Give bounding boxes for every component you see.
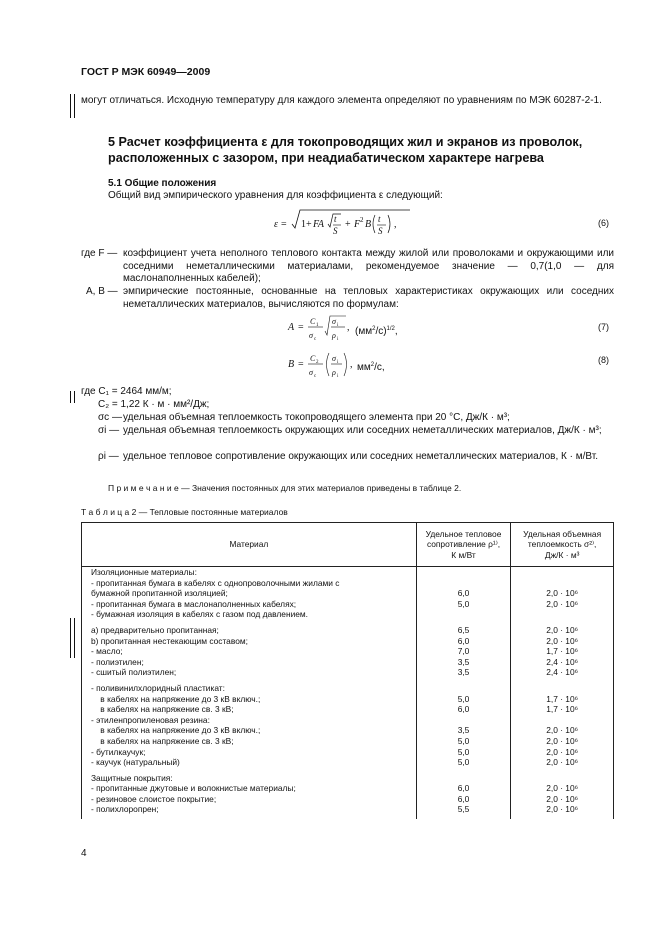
header-rho-line2: сопротивление ρ¹⁾, [426,539,501,550]
rho-cell [416,683,511,694]
rho-cell: 5,5 [416,804,511,815]
svg-text:ρ: ρ [332,368,336,377]
header-rho-line3: К м/Вт [451,549,476,560]
header-sigma-line3: Дж/К · м³ [544,549,580,560]
sigma-cell: 2,0 · 10⁶ [511,588,614,599]
table-row [82,747,614,758]
material-cell: - этиленпропиленовая резина: [82,715,417,726]
def-ri-text: удельное тепловое сопротивление окружающих или соседних неметаллических материалов, К · м/Вт. [123,451,598,462]
svg-text:i: i [337,337,339,342]
sigma-cell [511,567,614,578]
svg-text:2: 2 [360,216,364,224]
table-row [82,578,614,589]
table-row [82,715,614,726]
svg-text:2: 2 [316,360,319,365]
svg-text:C: C [310,354,316,363]
where-f-text [123,248,614,286]
equation-6-number: (6) [598,218,609,228]
svg-text:=: = [298,322,304,333]
rho-cell: 5,0 [416,599,511,610]
header-rho [416,523,511,567]
material-cell: в кабелях на напряжение до 3 кВ включ.; [82,725,417,736]
def-c1: где C₁ = 2464 мм/м; [81,386,172,397]
rho-cell: 3,5 [416,657,511,668]
rho-cell: 7,0 [416,646,511,657]
def-si-text: удельная объемная теплоемкость окружающих или соседних неметаллических материалов, Дж/К · м³; [123,425,602,436]
material-cell: - масло; [82,646,417,657]
sigma-cell: 1,7 · 10⁶ [511,646,614,657]
table-row [82,704,614,715]
sigma-cell: 2,0 · 10⁶ [511,636,614,647]
change-bar [70,618,71,658]
material-cell: - резиновое слоистое покрытие; [82,794,417,805]
svg-text:S: S [333,226,338,236]
svg-text:ε: ε [274,219,278,230]
rho-cell: 6,0 [416,783,511,794]
change-bar [74,94,75,118]
def-c2: C₂ = 1,22 К · м · мм²/Дж; [98,399,210,410]
svg-text:1: 1 [316,323,319,328]
sigma-cell: 2,4 · 10⁶ [511,657,614,668]
sigma-cell: 2,0 · 10⁶ [511,599,614,610]
svg-text:=: = [298,359,304,370]
where-ab-label: A, B — [86,286,118,297]
material-cell: b) пропитанная нестекающим составом; [82,636,417,647]
table-row [82,609,614,620]
svg-text:i: i [337,360,339,365]
table-bottom-spacer [82,815,614,819]
table-row [82,625,614,636]
material-cell: в кабелях на напряжение св. 3 кВ; [82,736,417,747]
rho-cell [416,578,511,589]
table-row [82,757,614,768]
material-cell: - сшитый полиэтилен; [82,667,417,678]
section-title: 5 Расчет коэффициента ε для токопроводящих жил и экранов из проволок, расположенных с зазором, при неадиабатическом характере нагрева [108,135,583,165]
table-caption: Т а б л и ц а 2 — Тепловые постоянные материалов [81,507,288,517]
thermal-constants-table [81,522,614,819]
where-f-label: где F — [81,248,118,259]
table-row [82,773,614,784]
intro-paragraph: могут отличаться. Исходную температуру для каждого элемента определяют по уравнениям по МЭК 60287-2-1. [81,95,602,106]
svg-text:σ: σ [332,317,336,326]
unit-a: $(мм^2/с)^{1/2}$, [355,326,398,337]
sigma-cell [511,773,614,784]
table-row [82,667,614,678]
sigma-cell: 1,7 · 10⁶ [511,704,614,715]
material-cell: Защитные покрытия: [82,773,417,784]
svg-text:i: i [337,323,339,328]
material-cell: - пропитанная бумага в кабелях с однопроволочными жилами с [82,578,417,589]
material-cell: - пропитанная бумага в маслонаполненных кабелях; [82,599,417,610]
material-cell: в кабелях на напряжение св. 3 кВ; [82,704,417,715]
equation-6-formula [270,206,420,240]
page-number: 4 [81,848,87,859]
material-cell: - полиэтилен; [82,657,417,668]
svg-text:ρ: ρ [332,331,336,340]
svg-text:i: i [337,374,339,379]
rho-cell: 5,0 [416,757,511,768]
material-cell: - бумажная изоляция в кабелях с газом под давлением. [82,609,417,620]
table-row [82,646,614,657]
table-row [82,567,614,578]
svg-text:t: t [334,214,337,224]
table-row [82,794,614,805]
change-bar [70,94,71,118]
svg-text:F: F [354,219,361,230]
svg-text:t: t [378,214,381,224]
rho-cell: 3,5 [416,667,511,678]
material-cell: - каучук (натуральный) [82,757,417,768]
table-row [82,804,614,815]
sigma-cell: 2,0 · 10⁶ [511,625,614,636]
rho-cell: 5,0 [416,747,511,758]
sigma-cell: 2,0 · 10⁶ [511,794,614,805]
def-sc-text: удельная объемная теплоемкость токопроводящего элемента при 20 °С, Дж/К · м³; [123,412,510,423]
sigma-cell: 2,0 · 10⁶ [511,736,614,747]
sigma-cell: 2,0 · 10⁶ [511,747,614,758]
def-si-label: σi — [98,425,120,436]
rho-cell [416,567,511,578]
material-cell: в кабелях на напряжение до 3 кВ включ.; [82,694,417,705]
material-cell: - полихлоропрен; [82,804,417,815]
sigma-cell: 2,4 · 10⁶ [511,667,614,678]
sigma-cell: 2,0 · 10⁶ [511,804,614,815]
table-row [82,736,614,747]
rho-cell: 6,0 [416,636,511,647]
table-row [82,783,614,794]
equation-8-number: (8) [598,355,609,365]
change-bar [74,391,75,403]
where-ab-text: эмпирические постоянные, основанные на тепловых характеристиках окружающих или соседних неметаллических материалов, вычисляются по формулам: [123,286,614,310]
svg-text:,: , [347,322,350,333]
svg-text:FA: FA [313,219,324,230]
svg-text:A: A [288,322,295,333]
table-row [82,588,614,599]
rho-cell [416,715,511,726]
svg-text:C: C [310,317,316,326]
svg-text:S: S [378,226,383,236]
note: П р и м е ч а н и е — Значения постоянных для этих материалов приведены в таблице 2. [108,483,462,493]
sigma-cell [511,683,614,694]
rho-cell: 3,5 [416,725,511,736]
table-row [82,599,614,610]
svg-text:c: c [314,337,317,342]
change-bar [74,618,75,658]
general-text: Общий вид эмпирического уравнения для коэффициента ε следующий: [108,190,443,201]
svg-text:c: c [314,374,317,379]
rho-cell: 6,0 [416,794,511,805]
svg-text:,: , [350,359,353,370]
sigma-cell: 2,0 · 10⁶ [511,757,614,768]
table-row [82,657,614,668]
rho-cell: 6,0 [416,588,511,599]
svg-text:σ: σ [309,331,313,340]
document-header: ГОСТ Р МЭК 60949—2009 [81,66,211,78]
sigma-cell [511,609,614,620]
table-row [82,683,614,694]
svg-text:σ: σ [309,368,313,377]
sigma-cell [511,578,614,589]
svg-text:1+: 1+ [301,219,312,230]
table-row [82,694,614,705]
where-f-text-body: коэффициент учета неполного теплового контакта между жилой или проволоками и окружающими или соседними неметаллическими материалами, рекомендуемое значение — 0,7(1,0 — для маслонаполненных кабелей); [123,248,614,284]
header-material: Материал [82,523,417,567]
material-cell: Изоляционные материалы: [82,567,417,578]
unit-b: $мм^2/с$, [357,362,385,373]
material-cell: бумажной пропитанной изоляцией; [82,588,417,599]
svg-text:B: B [288,359,295,370]
svg-text:+: + [345,219,351,230]
svg-text:σ: σ [332,354,336,363]
header-rho-line1: Удельное тепловое [425,528,502,539]
rho-cell: 6,0 [416,704,511,715]
svg-text:B: B [365,219,372,230]
sigma-cell [511,715,614,726]
rho-cell: 5,0 [416,736,511,747]
header-sigma [511,523,614,567]
material-cell: - бутилкаучук; [82,747,417,758]
equation-7-number: (7) [598,322,609,332]
rho-cell [416,773,511,784]
material-cell: a) предварительно пропитанная; [82,625,417,636]
rho-cell: 6,5 [416,625,511,636]
table-row [82,725,614,736]
sigma-cell: 2,0 · 10⁶ [511,725,614,736]
rho-cell: 5,0 [416,694,511,705]
material-cell: - поливинилхлоридный пластикат: [82,683,417,694]
sigma-cell: 1,7 · 10⁶ [511,694,614,705]
table-body [82,567,614,820]
header-sigma-line1: Удельная объемная [523,528,602,539]
svg-text:,: , [394,219,397,230]
table-row [82,636,614,647]
svg-text:=: = [281,219,287,230]
material-cell: - пропитанные джутовые и волокнистые материалы; [82,783,417,794]
rho-cell [416,609,511,620]
sigma-cell: 2,0 · 10⁶ [511,783,614,794]
change-bar [70,391,71,403]
header-sigma-line2: теплоемкость σ²⁾, [527,539,597,550]
def-sc-label: σc — [98,412,122,423]
subsection-title: 5.1 Общие положения [108,178,217,189]
def-ri-label: ρi — [98,451,119,462]
